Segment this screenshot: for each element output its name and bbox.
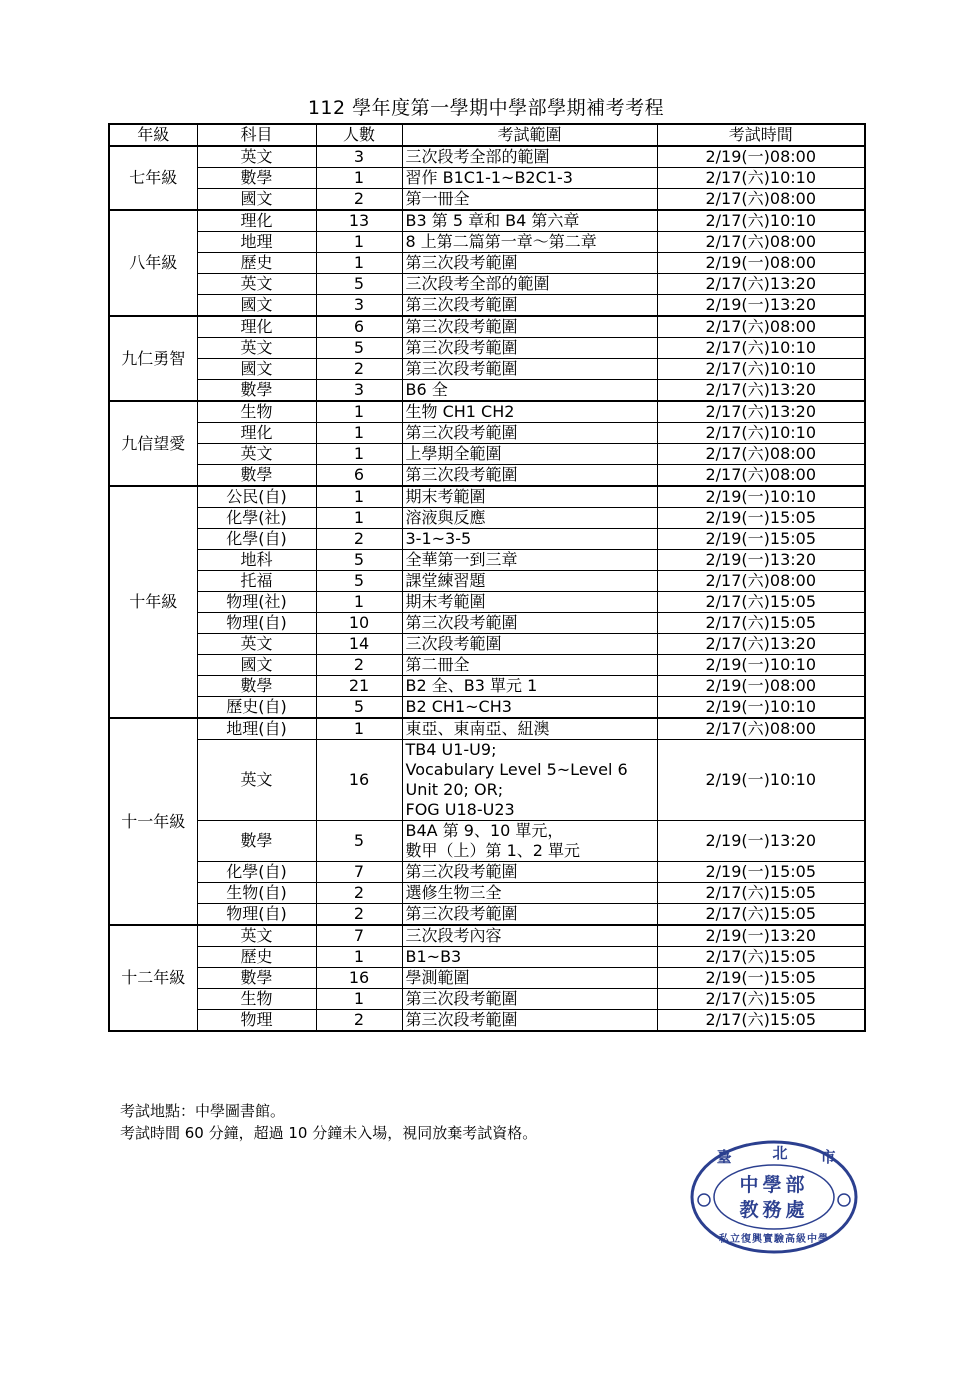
time-cell: 2/17(六)13:20 [657,401,865,423]
subject-cell: 英文 [197,338,316,359]
count-cell: 2 [316,904,402,926]
grade-cell: 十一年級 [109,718,197,925]
scope-line: 生物 CH1 CH2 [405,402,515,421]
scope-cell [402,821,657,862]
time-cell: 2/19(一)08:00 [657,146,865,168]
count-cell: 16 [316,740,402,821]
scope-line: 第三次段考範圍 [405,904,518,923]
scope-line: 第三次段考範圍 [405,989,518,1008]
scope-line: 三次段考內容 [405,926,502,945]
subject-cell: 物理(自) [197,904,316,926]
scope-cell [402,359,657,380]
scope-line: 習作 B1C1-1~B2C1-3 [405,168,573,187]
table-row [109,550,865,571]
table-row [109,168,865,189]
scope-cell [402,883,657,904]
scope-cell [402,295,657,317]
count-cell: 21 [316,676,402,697]
table-row [109,613,865,634]
count-cell: 5 [316,821,402,862]
table-row [109,862,865,883]
scope-line: 數甲（上）第 1、2 單元 [405,841,581,860]
table-row [109,968,865,989]
time-cell: 2/19(一)15:05 [657,529,865,550]
subject-cell: 數學 [197,168,316,189]
time-cell: 2/17(六)15:05 [657,989,865,1010]
count-cell: 1 [316,253,402,274]
seal-top-char: 市 [820,1148,836,1166]
scope-cell [402,423,657,444]
header-subject: 科目 [197,124,316,146]
scope-line: 三次段考全部的範圍 [405,274,550,293]
count-cell: 2 [316,883,402,904]
scope-cell [402,592,657,613]
count-cell: 1 [316,947,402,968]
time-cell: 2/17(六)08:00 [657,571,865,592]
grade-group [109,718,865,925]
count-cell: 10 [316,613,402,634]
scope-cell [402,253,657,274]
table-row [109,253,865,274]
header-count: 人數 [316,124,402,146]
time-cell: 2/17(六)10:10 [657,423,865,444]
count-cell: 5 [316,697,402,719]
table-row [109,486,865,508]
count-cell: 6 [316,465,402,487]
table-row [109,146,865,168]
scope-cell [402,189,657,211]
grade-group [109,146,865,210]
scope-cell [402,613,657,634]
table-row [109,210,865,232]
scope-cell [402,697,657,719]
scope-line: 東亞、東南亞、紐澳 [405,719,550,738]
table-row [109,401,865,423]
subject-cell: 數學 [197,821,316,862]
subject-cell: 英文 [197,444,316,465]
subject-cell: 理化 [197,316,316,338]
scope-cell [402,168,657,189]
count-cell: 1 [316,168,402,189]
subject-cell: 生物 [197,401,316,423]
table-row [109,338,865,359]
time-cell: 2/17(六)08:00 [657,232,865,253]
subject-cell: 地理(自) [197,718,316,740]
time-cell: 2/17(六)10:10 [657,168,865,189]
scope-line: 期末考範圍 [405,487,486,506]
count-cell: 5 [316,274,402,295]
time-cell: 2/17(六)10:10 [657,210,865,232]
subject-cell: 化學(自) [197,529,316,550]
subject-cell: 歷史 [197,253,316,274]
scope-cell [402,316,657,338]
time-cell: 2/17(六)08:00 [657,465,865,487]
scope-line: 8 上第二篇第一章～第二章 [405,232,597,251]
subject-cell: 英文 [197,146,316,168]
count-cell: 6 [316,316,402,338]
subject-cell: 生物(自) [197,883,316,904]
table-row [109,274,865,295]
scope-line: 第三次段考範圍 [405,613,518,632]
count-cell: 1 [316,592,402,613]
scope-cell [402,968,657,989]
scope-cell [402,210,657,232]
table-row [109,465,865,487]
count-cell: 2 [316,655,402,676]
subject-cell: 國文 [197,189,316,211]
count-cell: 2 [316,189,402,211]
time-cell: 2/19(一)08:00 [657,253,865,274]
subject-cell: 英文 [197,634,316,655]
time-cell: 2/19(一)08:00 [657,676,865,697]
subject-cell: 公民(自) [197,486,316,508]
subject-cell: 理化 [197,423,316,444]
time-cell: 2/19(一)13:20 [657,821,865,862]
scope-cell [402,401,657,423]
scope-line: B4A 第 9、10 單元， [405,821,564,840]
scope-line: 三次段考全部的範圍 [405,147,550,166]
scope-cell [402,947,657,968]
count-cell: 2 [316,359,402,380]
grade-group [109,401,865,486]
grade-group [109,486,865,718]
table-row [109,423,865,444]
time-cell: 2/19(一)10:10 [657,486,865,508]
time-cell: 2/17(六)13:20 [657,380,865,402]
header-grade: 年級 [109,124,197,146]
table-row [109,529,865,550]
scope-line: B2 CH1~CH3 [405,697,512,716]
table-row [109,571,865,592]
scope-cell [402,718,657,740]
scope-cell [402,634,657,655]
table-row [109,925,865,947]
scope-line: Vocabulary Level 5~Level 6 [405,760,628,779]
table-row [109,947,865,968]
scope-cell [402,989,657,1010]
count-cell: 14 [316,634,402,655]
scope-line: 期末考範圍 [405,592,486,611]
scope-cell [402,465,657,487]
scope-cell [402,862,657,883]
count-cell: 1 [316,401,402,423]
scope-line: B6 全 [405,380,448,399]
subject-cell: 英文 [197,925,316,947]
note-duration: 考試時間 60 分鐘，超過 10 分鐘未入場，視同放棄考試資格。 [120,1124,538,1142]
count-cell: 2 [316,1010,402,1032]
count-cell: 3 [316,295,402,317]
grade-group [109,316,865,401]
time-cell: 2/17(六)15:05 [657,904,865,926]
count-cell: 13 [316,210,402,232]
table-row [109,989,865,1010]
scope-cell [402,380,657,402]
time-cell: 2/19(一)10:10 [657,740,865,821]
subject-cell: 數學 [197,465,316,487]
table-row [109,592,865,613]
time-cell: 2/17(六)13:20 [657,274,865,295]
grade-cell: 十年級 [109,486,197,718]
scope-line: 第三次段考範圍 [405,465,518,484]
scope-line: 全華第一到三章 [405,550,518,569]
table-row [109,295,865,317]
scope-line: 第一冊全 [405,189,470,208]
grade-cell: 九仁勇智 [109,316,197,401]
time-cell: 2/17(六)15:05 [657,613,865,634]
subject-cell: 國文 [197,655,316,676]
subject-cell: 國文 [197,295,316,317]
count-cell: 7 [316,862,402,883]
subject-cell: 化學(自) [197,862,316,883]
scope-cell [402,571,657,592]
scope-line: 第三次段考範圍 [405,295,518,314]
count-cell: 1 [316,232,402,253]
scope-cell [402,508,657,529]
scope-line: 第三次段考範圍 [405,1010,518,1029]
table-row [109,380,865,402]
subject-cell: 歷史 [197,947,316,968]
subject-cell: 數學 [197,968,316,989]
time-cell: 2/19(一)15:05 [657,968,865,989]
table-row [109,359,865,380]
header-scope: 考試範圍 [402,124,657,146]
count-cell: 1 [316,718,402,740]
grade-group [109,925,865,1031]
time-cell: 2/17(六)08:00 [657,189,865,211]
scope-line: 第三次段考範圍 [405,423,518,442]
count-cell: 5 [316,571,402,592]
table-row [109,1010,865,1032]
scope-line: 上學期全範圍 [405,444,502,463]
scope-cell [402,232,657,253]
table-row [109,189,865,211]
scope-cell [402,274,657,295]
time-cell: 2/17(六)08:00 [657,316,865,338]
table-row [109,634,865,655]
scope-line: 溶液與反應 [405,508,486,527]
count-cell: 5 [316,338,402,359]
subject-cell: 數學 [197,676,316,697]
seal-top-char: 北 [772,1144,788,1162]
table-header-row [109,124,865,146]
scope-line: 三次段考範圍 [405,634,502,653]
note-location: 考試地點：中學圖書館。 [120,1102,286,1120]
table-row [109,444,865,465]
count-cell: 1 [316,444,402,465]
time-cell: 2/17(六)15:05 [657,1010,865,1032]
scope-line: 第二冊全 [405,655,470,674]
time-cell: 2/19(一)10:10 [657,697,865,719]
scope-line: 課堂練習題 [405,571,486,590]
scope-cell [402,146,657,168]
table-row [109,821,865,862]
scope-line: Unit 20; OR; [405,780,504,799]
count-cell: 1 [316,486,402,508]
scope-line: 第三次段考範圍 [405,338,518,357]
scope-line: B1~B3 [405,947,462,966]
count-cell: 7 [316,925,402,947]
scope-line: 3-1~3-5 [405,529,472,548]
subject-cell: 地理 [197,232,316,253]
subject-cell: 地科 [197,550,316,571]
subject-cell: 數學 [197,380,316,402]
time-cell: 2/17(六)10:10 [657,338,865,359]
count-cell: 16 [316,968,402,989]
scope-cell [402,529,657,550]
time-cell: 2/19(一)10:10 [657,655,865,676]
subject-cell: 化學(社) [197,508,316,529]
table-row [109,740,865,821]
scope-cell [402,444,657,465]
scope-cell [402,740,657,821]
subject-cell: 托福 [197,571,316,592]
table-row [109,232,865,253]
scope-cell [402,655,657,676]
time-cell: 2/19(一)13:20 [657,295,865,317]
scope-line: B2 全、B3 單元 1 [405,676,538,695]
grade-cell: 十二年級 [109,925,197,1031]
count-cell: 1 [316,508,402,529]
time-cell: 2/17(六)08:00 [657,718,865,740]
scope-line: B3 第 5 章和 B4 第六章 [405,211,580,230]
scope-line: FOG U18-U23 [405,800,515,819]
time-cell: 2/17(六)15:05 [657,947,865,968]
subject-cell: 英文 [197,740,316,821]
exam-schedule-table [108,123,866,1032]
table-row [109,655,865,676]
header-time: 考試時間 [657,124,865,146]
seal-line-1: 中學部 [739,1174,809,1196]
scope-line: 學測範圍 [405,968,470,987]
subject-cell: 生物 [197,989,316,1010]
scope-line: 第三次段考範圍 [405,253,518,272]
table-row [109,676,865,697]
seal-top-char: 臺 [716,1148,732,1166]
grade-group [109,210,865,316]
time-cell: 2/19(一)13:20 [657,925,865,947]
table-row [109,508,865,529]
school-seal-stamp [688,1138,860,1256]
scope-cell [402,904,657,926]
seal-line-2: 教務處 [739,1199,809,1221]
scope-cell [402,925,657,947]
grade-cell: 九信望愛 [109,401,197,486]
table-row [109,883,865,904]
time-cell: 2/17(六)08:00 [657,444,865,465]
subject-cell: 英文 [197,274,316,295]
time-cell: 2/19(一)15:05 [657,862,865,883]
count-cell: 1 [316,423,402,444]
time-cell: 2/17(六)15:05 [657,592,865,613]
page-title: 112 學年度第一學期中學部學期補考考程 [307,97,665,119]
exam-notes [120,1100,537,1144]
table-row [109,904,865,926]
scope-line: 第三次段考範圍 [405,359,518,378]
scope-line: 第三次段考範圍 [405,317,518,336]
subject-cell: 物理 [197,1010,316,1032]
table-row [109,697,865,719]
grade-cell: 八年級 [109,210,197,316]
subject-cell: 國文 [197,359,316,380]
time-cell: 2/17(六)13:20 [657,634,865,655]
scope-cell [402,1010,657,1032]
scope-line: 第三次段考範圍 [405,862,518,881]
subject-cell: 物理(社) [197,592,316,613]
count-cell: 2 [316,529,402,550]
subject-cell: 物理(自) [197,613,316,634]
count-cell: 3 [316,380,402,402]
scope-line: 選修生物三全 [405,883,502,902]
count-cell: 1 [316,989,402,1010]
time-cell: 2/19(一)13:20 [657,550,865,571]
scope-line: TB4 U1-U9; [405,740,497,759]
count-cell: 5 [316,550,402,571]
scope-cell [402,338,657,359]
count-cell: 3 [316,146,402,168]
subject-cell: 理化 [197,210,316,232]
scope-cell [402,486,657,508]
seal-bottom-text: 私立復興實驗高級中學 [719,1234,829,1245]
grade-cell: 七年級 [109,146,197,210]
table-row [109,718,865,740]
scope-cell [402,550,657,571]
scope-cell [402,676,657,697]
subject-cell: 歷史(自) [197,697,316,719]
time-cell: 2/17(六)15:05 [657,883,865,904]
time-cell: 2/19(一)15:05 [657,508,865,529]
time-cell: 2/17(六)10:10 [657,359,865,380]
table-row [109,316,865,338]
